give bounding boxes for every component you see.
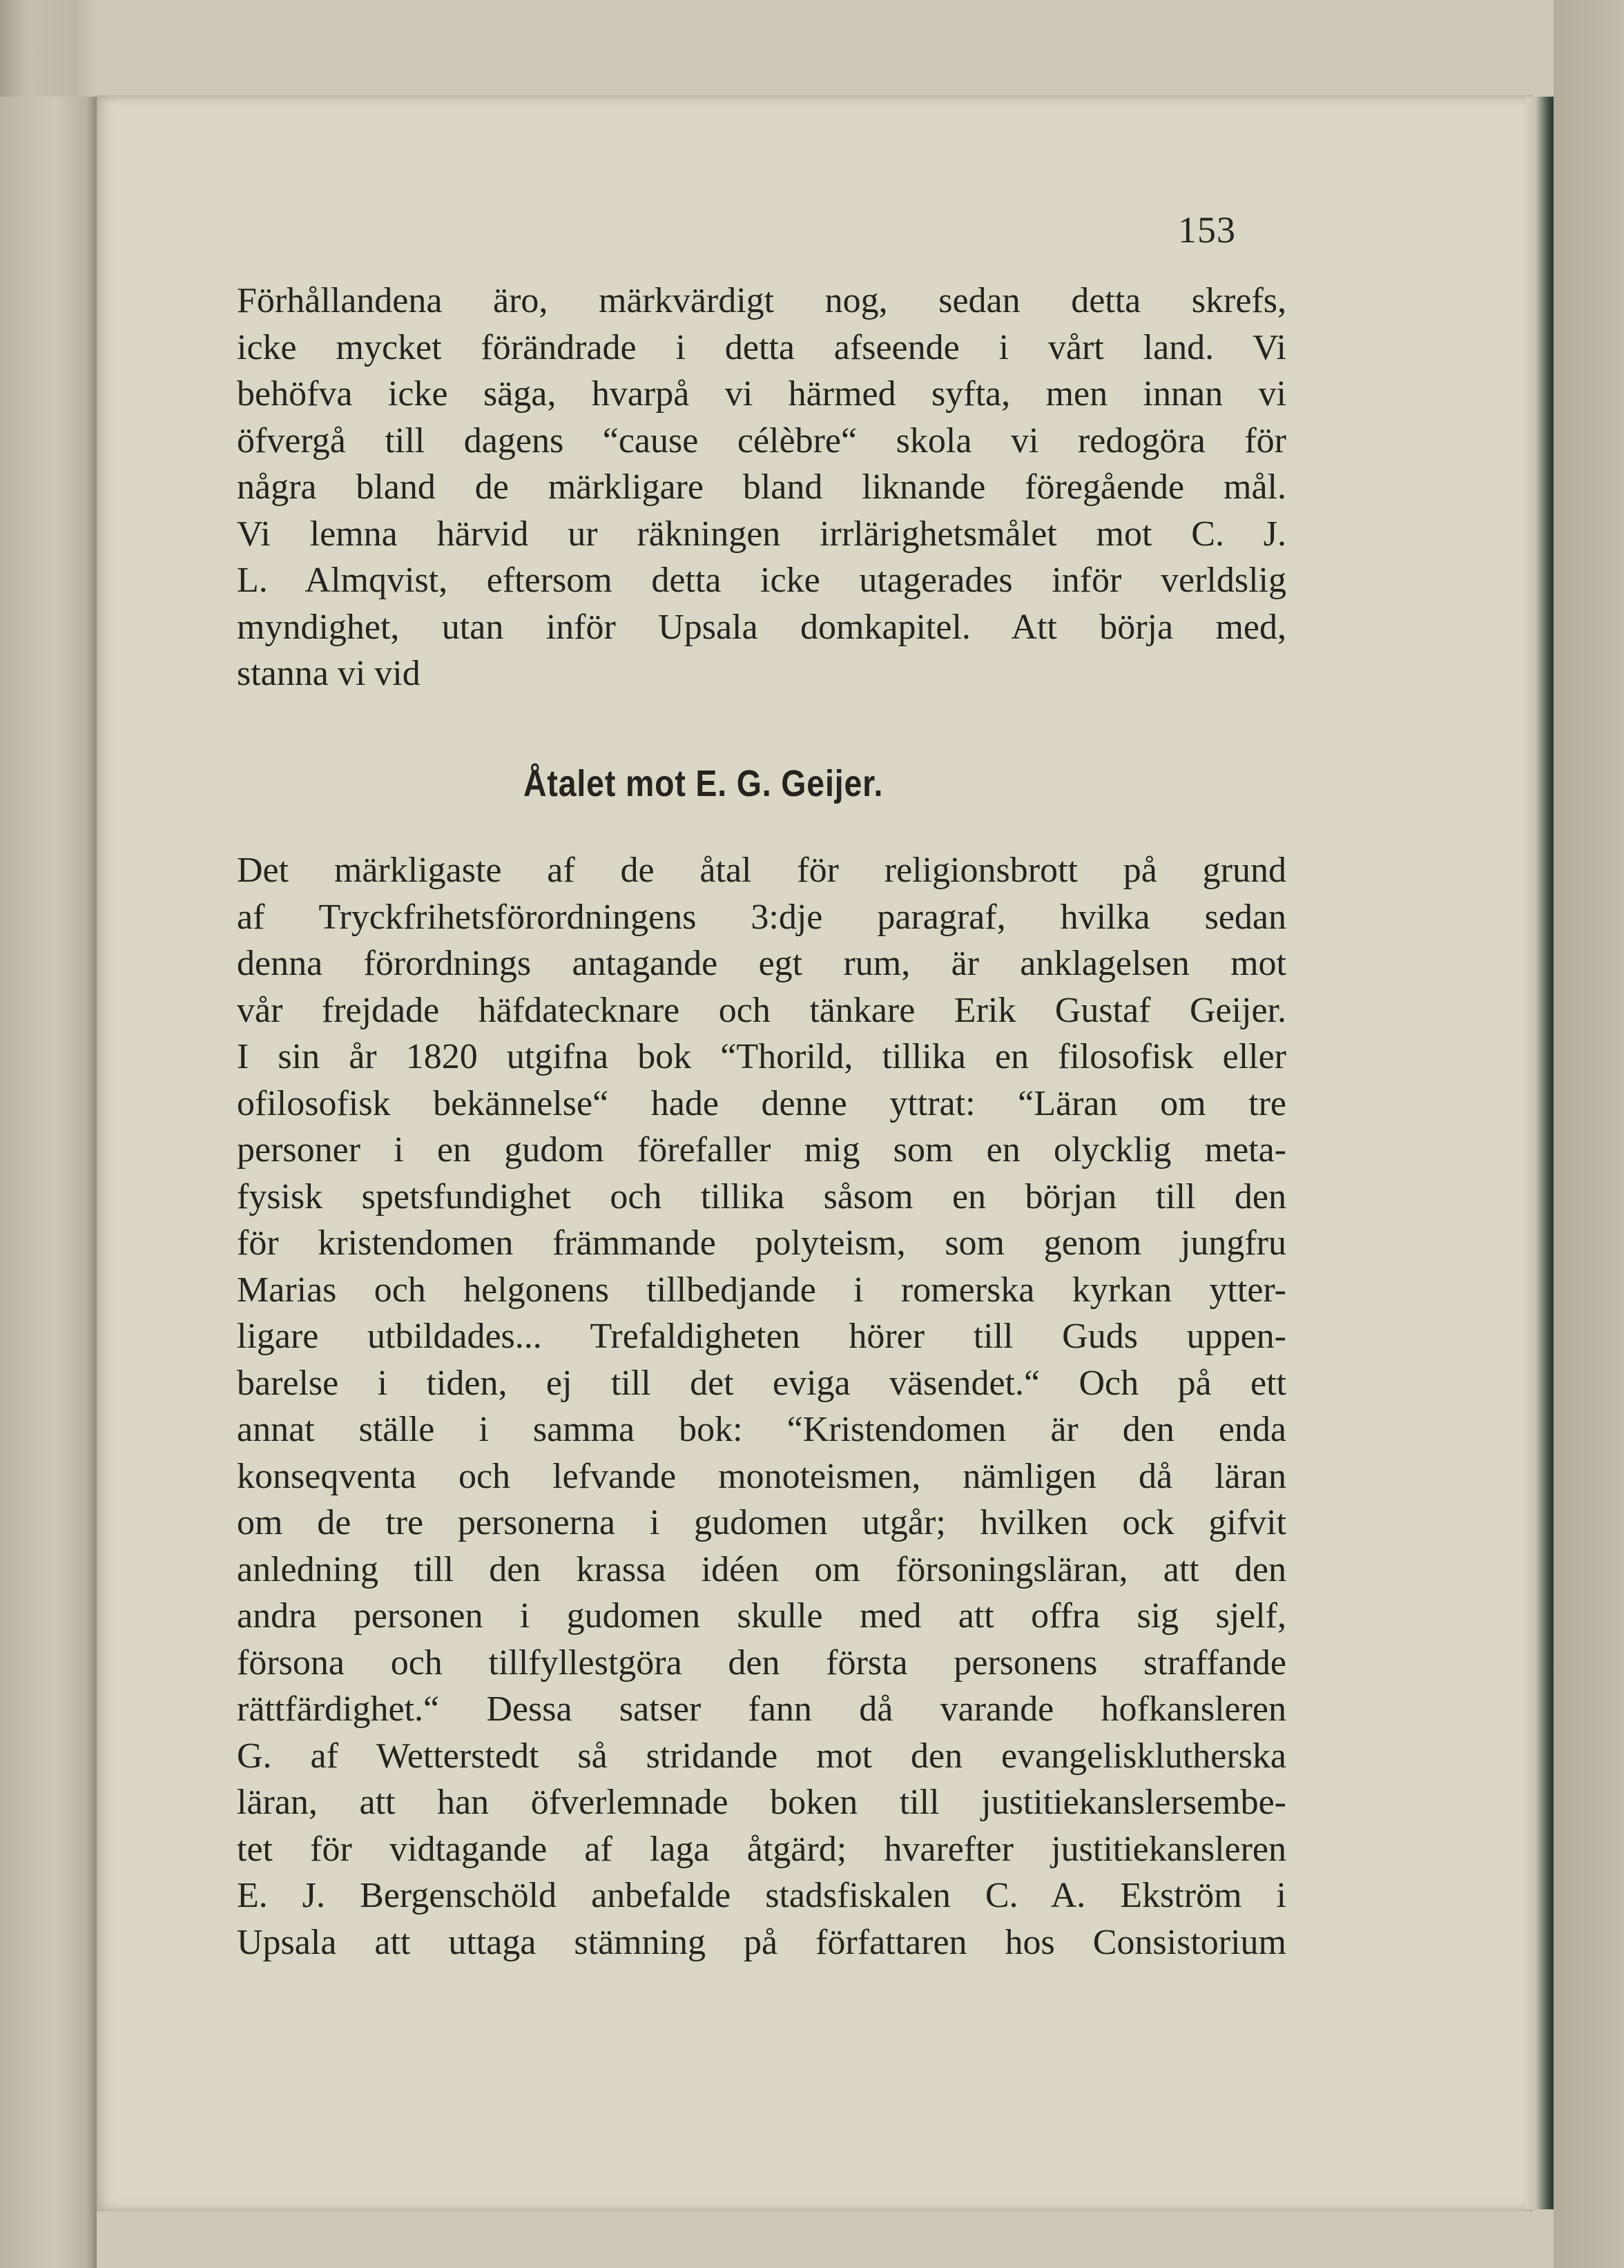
paragraph-geijer [237,847,1286,1966]
text-line: G. af Wetterstedt så stridande mot den evangelisklutherska [237,1736,1286,1776]
text-line: behöfva icke säga, hvarpå vi härmed syfta, men innan vi [237,374,1286,414]
text-line: Förhållandena äro, märkvärdigt nog, sedan detta skrefs, [237,281,1286,320]
text-line: vår frejdade häfdatecknare och tänkare Erik Gustaf Geijer. [237,990,1286,1030]
text-line: för kristendomen främmande polyteism, som genom jungfru [237,1223,1286,1263]
text-line: öfvergå till dagens “cause célèbre“ skola vi redogöra för [237,420,1286,461]
text-line: läran, att han öfverlemnade boken till justitiekanslersembe- [237,1783,1286,1822]
text-line: I sin år 1820 utgifna bok “Thorild, tillika en filosofisk eller [237,1037,1286,1076]
text-line: ligare utbildades... Trefaldigheten hörer till Guds uppen- [237,1317,1286,1356]
text-line: denna förordnings antagande egt rum, är anklagelsen mot [237,944,1286,983]
text-line: barelse i tiden, ej till det eviga väsendet.“ Och på ett [237,1363,1286,1403]
book-spine-edge [1526,97,1554,2209]
text-line: icke mycket förändrade i detta afseende i vårt land. Vi [237,327,1286,367]
text-line: rättfärdighet.“ Dessa satser fann då varande hofkansleren [237,1689,1286,1729]
left-page-edge [0,97,97,2268]
text-line: annat ställe i samma bok: “Kristendomen är den enda [237,1410,1286,1449]
text-line: ofilosofisk bekännelse“ hade denne yttrat: “Läran om tre [237,1083,1286,1123]
text-line: personer i en gudom förefaller mig som en olycklig meta- [237,1130,1286,1170]
text-line: E. J. Bergenschöld anbefalde stadsfiskalen C. A. Ekström i [237,1876,1286,1915]
background-right [1554,0,1624,2268]
page-number: 153 [1178,209,1236,251]
text-line: anledning till den krassa idéen om försoningsläran, att den [237,1549,1286,1589]
text-line: af Tryckfrihetsförordningens 3:dje paragraf, hvilka sedan [237,897,1286,937]
text-line: tet för vidtagande af laga åtgärd; hvarefter justitiekansleren [237,1829,1286,1869]
text-line: fysisk spetsfundighet och tillika såsom en början till den [237,1176,1286,1217]
text-line: några bland de märkligare bland liknande föregående mål. [237,467,1286,507]
text-line: L. Almqvist, eftersom detta icke utagerades inför verldslig [237,561,1286,600]
text-line: Det märkligaste af de åtal för religionsbrott på grund [237,851,1286,890]
text-line: stanna vi vid [237,654,420,693]
text-line: försona och tillfyllestgöra den första personens straffande [237,1642,1286,1683]
text-line: Marias och helgonens tillbedjande i romerska kyrkan ytter- [237,1270,1286,1310]
text-line: myndighet, utan inför Upsala domkapitel. Att börja med, [237,607,1286,647]
text-line: Vi lemna härvid ur räkningen irrlärighetsmålet mot C. J. [237,514,1286,554]
text-line: konseqventa och lefvande monoteismen, nämligen då läran [237,1456,1286,1496]
paragraph-intro [237,278,1286,697]
text-line: om de tre personerna i gudomen utgår; hvilken ock gifvit [237,1503,1286,1542]
text-line: Upsala att uttaga stämning på författaren hos Consistorium [237,1922,1286,1962]
text-line: andra personen i gudomen skulle med att offra sig sjelf, [237,1596,1286,1636]
section-heading: Åtalet mot E. G. Geijer. [523,763,884,804]
